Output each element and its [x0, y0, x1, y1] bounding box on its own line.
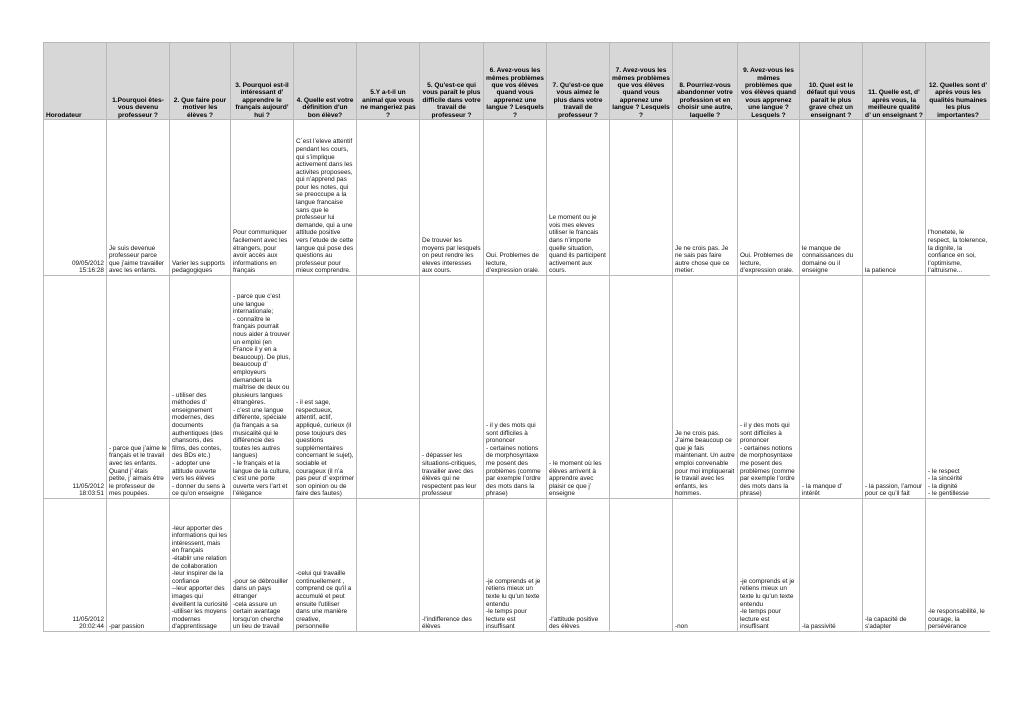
table-cell[interactable]: -leur apporter des informations qui les intéressent, mais en français -établir une relation de collaboration -leur inspirer de la confiance --leur apporter des images qui éveillent la curiosité -utiliser les moyens modernes d'apprentissage	[170, 499, 231, 632]
table-row	[44, 120, 991, 276]
header-row	[44, 43, 991, 120]
table-cell[interactable]: -pour se débrouiller dans un pays étranger -cela assure un certain avantage lorsqu'on cherche un lieu de travail	[231, 499, 294, 632]
column-header[interactable]: 7. Avez-vous les mêmes problèmes que vos élèves quand vous apprenez une langue ? Lesquels ?	[610, 43, 673, 120]
table-cell[interactable]	[357, 120, 420, 276]
table-cell[interactable]: - il y des mots qui sont difficiles à prononcer - certaines notions de morphosyntaxe me posent des problèmes (comme par exemple l’ordre des mots dans la phrase)	[738, 276, 800, 499]
table-cell[interactable]: -la passivité	[800, 499, 863, 632]
timestamp-cell[interactable]: 09/05/2012 15:16:28	[44, 120, 107, 276]
table-cell[interactable]: - la manque d’ intérêt	[800, 276, 863, 499]
column-header[interactable]: 10. Quel est le défaut qui vous paraît le plus grave chez un enseignant ?	[800, 43, 863, 120]
table-cell[interactable]: Je ne crois pas. J’aime beaucoup ce que je fais maintenant. Un autre emploi convenable pour moi impliquerait le travail avec les enfants, les hommes.	[673, 276, 738, 499]
table-cell[interactable]: - il y des mots qui sont difficiles à prononcer - certaines notions de morphosyntaxe me posent des problèmes (comme par exemple l’ordre des mots dans la phrase)	[484, 276, 547, 499]
table-cell[interactable]: Oui. Problemes de lecture, d’expression orale.	[738, 120, 800, 276]
column-header[interactable]: 12. Quelles sont d’ après vous les qualités humaines les plus importantes?	[926, 43, 991, 120]
table-cell[interactable]: -le responsabilité, le courage, la persévérance	[926, 499, 991, 632]
column-header[interactable]: 3. Pourquoi est-il intéressant d’ apprendre le français aujourd’ hui ?	[231, 43, 294, 120]
table-cell[interactable]: Je suis devenue professeur parce que j’aime travailler avec les enfants.	[107, 120, 170, 276]
table-cell[interactable]: -la capacité de s'adapter	[863, 499, 926, 632]
table-cell[interactable]: - la passion, l’amour pour ce qu’il fait	[863, 276, 926, 499]
table-cell[interactable]: - parce que j’aime le français et le travail avec les enfants. Quand j’ étais petite, j’ aimais être le professeur de mes poupées.	[107, 276, 170, 499]
timestamp-cell[interactable]: 11/05/2012 20:02:44	[44, 499, 107, 632]
timestamp-cell[interactable]: 11/05/2012 18:03:51	[44, 276, 107, 499]
table-cell[interactable]: Je ne crois pas. Je ne sais pas faire autre chose que ce metier.	[673, 120, 738, 276]
table-cell[interactable]: - parce que c’est une langue internationale; - connaître le français pourrait nous aider à trouver un emploi (en France il y en a beaucoup). De plus, beaucoup d’ employeurs demandent la maîtrise de deux ou plusieurs langues étrangères. - c’est une langue différente, spéciale (la français a sa musicalité qui le différencie des toutes les autres langues) - le français et la langue de la culture, c’est une porte ouverte vers l’art et l’élégance	[231, 276, 294, 499]
table-cell[interactable]: l’honetete, le respect, la tolerence, la dignite, la confiance en soi, l’optimisme, l’altruisme...	[926, 120, 991, 276]
table-cell[interactable]: - il est sage, respectueux, attentif, actif, appliqué, curieux (il pose toujours des questions supplémentaires concernant le sujet), sociable et courageux (il n’a pas peur d’ exprimer son opinion ou de faire des fautes)	[294, 276, 357, 499]
column-header[interactable]: 11. Quelle est, d’ après vous, la meilleure qualité d’ un enseignant ?	[863, 43, 926, 120]
column-header[interactable]: 2. Que faire pour motiver les élèves ?	[170, 43, 231, 120]
column-header[interactable]: 8. Pourriez-vous abandonner votre profession et en choisir une autre, laquelle ?	[673, 43, 738, 120]
table-cell[interactable]: -l'indifference des élèves	[420, 499, 484, 632]
table-cell[interactable]: la patience	[863, 120, 926, 276]
table-cell[interactable]	[357, 499, 420, 632]
column-header[interactable]: 4. Quelle est votre définition d'un bon élève?	[294, 43, 357, 120]
column-header[interactable]: 5. Qu'est-ce qui vous paraît le plus difficile dans votre travail de professeur ?	[420, 43, 484, 120]
table-cell[interactable]: -l'attitude positive des élèves	[547, 499, 610, 632]
table-cell[interactable]: -celui qui travaille continuellement , comprend ce qu'il a accumulé et peut ensuite l'utiliser dans une manière creative, personnelle	[294, 499, 357, 632]
table-cell[interactable]: Le moment ou je vois mes eleves utiliser le francais dans n’importe quelle situation, quand ils participent activement aux cours.	[547, 120, 610, 276]
table-cell[interactable]	[610, 499, 673, 632]
table-row	[44, 499, 991, 632]
table-cell[interactable]: - dépasser les situations-critiques, travailler avec des élèves qui ne respectent pas leur professeur	[420, 276, 484, 499]
table-cell[interactable]: -non	[673, 499, 738, 632]
column-header[interactable]: 7. Qu’est-ce que vous aimez le plus dans votre travail de professeur ?	[547, 43, 610, 120]
table-cell[interactable]: -par passion	[107, 499, 170, 632]
table-cell[interactable]: le manque de connaissances du domaine ou il enseigne	[800, 120, 863, 276]
column-header[interactable]: 1.Pourquoi êtes-vous devenu professeur ?	[107, 43, 170, 120]
column-header[interactable]: 5.Y a-t-il un animal que vous ne mangeriez pas ?	[357, 43, 420, 120]
table-cell[interactable]: - le moment où les élèves arrivent à apprendre avec plaisir ce que j’ enseigne	[547, 276, 610, 499]
table-cell[interactable]: Pour communiquer facilement avec les étrangers, pour avoir accès aux informations en français	[231, 120, 294, 276]
table-cell[interactable]: - utiliser des méthodes d’ enseignement modernes, des documents authentiques (des chansons, des films, des contes, des BDs etc.) - adopter une attitude ouverte vers les élèves - donner du sens à ce qu’on enseigne	[170, 276, 231, 499]
table-cell[interactable]: De trouver les moyens par lesquels on peut rendre les eleves interesses aux cours.	[420, 120, 484, 276]
table-cell[interactable]	[610, 120, 673, 276]
spreadsheet-table	[43, 42, 990, 650]
table-cell[interactable]	[610, 276, 673, 499]
table-cell[interactable]: - le respect - la sincérité - la dignité - le gentillesse	[926, 276, 991, 499]
column-header[interactable]: Horodateur	[44, 43, 107, 120]
table-cell[interactable]: -je comprends et je retiens mieux un texte lu qu'un texte entendu -le temps pour lecture est insuffisant	[484, 499, 547, 632]
column-header[interactable]: 9. Avez-vous les mêmes problèmes que vos élèves quand vous apprenez une langue ? Lesquels ?	[738, 43, 800, 120]
column-header[interactable]: 6. Avez-vous les mêmes problèmes que vos élèves quand vous apprenez une langue ? Lesquels ?	[484, 43, 547, 120]
table-row	[44, 276, 991, 499]
table-cell[interactable]: -je comprends et je retiens mieux un texte lu qu'un texte entendu -le temps pour lecture est insuffisant	[738, 499, 800, 632]
table-cell[interactable]	[357, 276, 420, 499]
table-cell[interactable]: C`est l’eleve attentif pendant les cours, qui s’implique activement dans les activites proposees, qui n’apprend pas pour les notes, qui se preoccupe a la langue francaise sans que le professeur lui demande, qui a une attitude positive vers l’etude de cette langue qui pose des questions au professeur pour mieux comprendre.	[294, 120, 357, 276]
table-cell[interactable]: Oui. Problemes de lecture, d’expression orale.	[484, 120, 547, 276]
table-cell[interactable]: Varier les supports pedagogiques	[170, 120, 231, 276]
